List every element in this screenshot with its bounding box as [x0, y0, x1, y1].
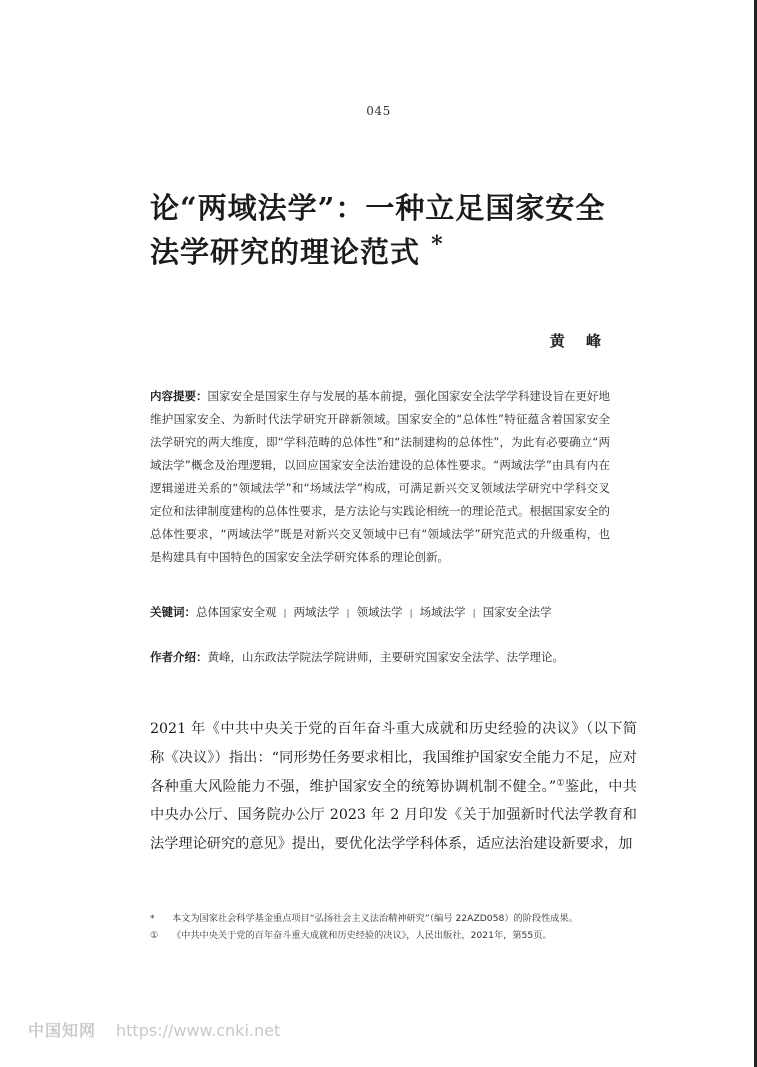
- keyword-item: 总体国家安全观: [196, 605, 277, 619]
- author-intro-label: 作者介绍：: [150, 650, 208, 664]
- keyword-item: 场域法学: [419, 605, 466, 619]
- footnote-text: 《中共中央关于党的百年奋斗重大成就和历史经验的决议》，人民出版社，2021年，第55页。: [172, 930, 552, 941]
- keyword-separator: |: [283, 609, 287, 619]
- watermark-brand: 中国知网: [28, 1021, 97, 1040]
- keyword-item: 两域法学: [293, 605, 340, 619]
- footnote: [150, 910, 650, 927]
- footnote-mark: ①: [150, 930, 159, 941]
- author-name: 黄 峰: [549, 332, 609, 350]
- abstract: [150, 385, 610, 569]
- author-intro-text: 黄峰，山东政法学院法学院讲师，主要研究国家安全法学、法学理论。: [207, 650, 564, 664]
- body-paragraph: [150, 715, 637, 859]
- keywords-label: 关键词：: [150, 605, 196, 619]
- keyword-separator: |: [472, 609, 476, 619]
- footnotes: [150, 910, 650, 944]
- title-footnote-mark: *: [431, 231, 444, 258]
- keyword-item: 国家安全法学: [482, 605, 552, 619]
- keyword-item: 领域法学: [356, 605, 403, 619]
- keyword-separator: |: [409, 609, 413, 619]
- footnote-text: 本文为国家社会科学基金重点项目“弘扬社会主义法治精神研究”（编号 22AZD058）的阶段性成果。: [172, 913, 578, 924]
- body-text-part-2: 鉴此，中共中央办公厅、国务院办公厅 2023 年 2 月印发《关于加强新时代法学教育和法学理论研究的意见》提出，要优化法学学科体系，适应法治建设新要求，加: [150, 778, 637, 853]
- abstract-label: 内容提要：: [150, 389, 208, 403]
- author-intro: [150, 646, 620, 669]
- footnote-reference[interactable]: ①: [556, 777, 565, 788]
- keyword-separator: |: [346, 609, 350, 619]
- footnote: [150, 927, 650, 944]
- body-text-part-1: 2021 年《中共中央关于党的百年奋斗重大成就和历史经验的决议》（以下简称《决议》）指出：“同形势任务要求相比，我国维护国家安全能力不足，应对各种重大风险能力不强，维护国家安全的统筹协调机制不健全。”: [150, 721, 637, 795]
- article-title: [150, 186, 650, 274]
- footnote-mark: *: [150, 913, 155, 924]
- page-number: 045: [366, 104, 391, 118]
- abstract-text: 国家安全是国家生存与发展的基本前提，强化国家安全法学学科建设旨在更好地维护国家安全、为新时代法学研究开辟新领域。国家安全的“总体性”特征蕴含着国家安全法学研究的两大维度，即“学科范畴的总体性”和“法制建构的总体性”，为此有必要确立“两域法学”概念及治理逻辑，以回应国家安全法治建设的总体性要求。“两域法学”由具有内在逻辑递进关系的“领域法学”和“场域法学”构成，可满足新兴交叉领域法学研究中学科交叉定位和法律制度建构的总体性要求，是方法论与实践论相统一的理论范式。根据国家安全的总体性要求，“两域法学”既是对新兴交叉领域中已有“领域法学”研究范式的升级重构，也是构建具有中国特色的国家安全法学研究体系的理论创新。: [150, 389, 610, 564]
- watermark-url: https://www.cnki.net: [116, 1021, 281, 1040]
- title-line-1: 论“两域法学”：一种立足国家安全: [150, 191, 606, 225]
- title-line-2: 法学研究的理论范式: [150, 235, 421, 269]
- keywords: [150, 601, 620, 626]
- watermark: [28, 1018, 280, 1041]
